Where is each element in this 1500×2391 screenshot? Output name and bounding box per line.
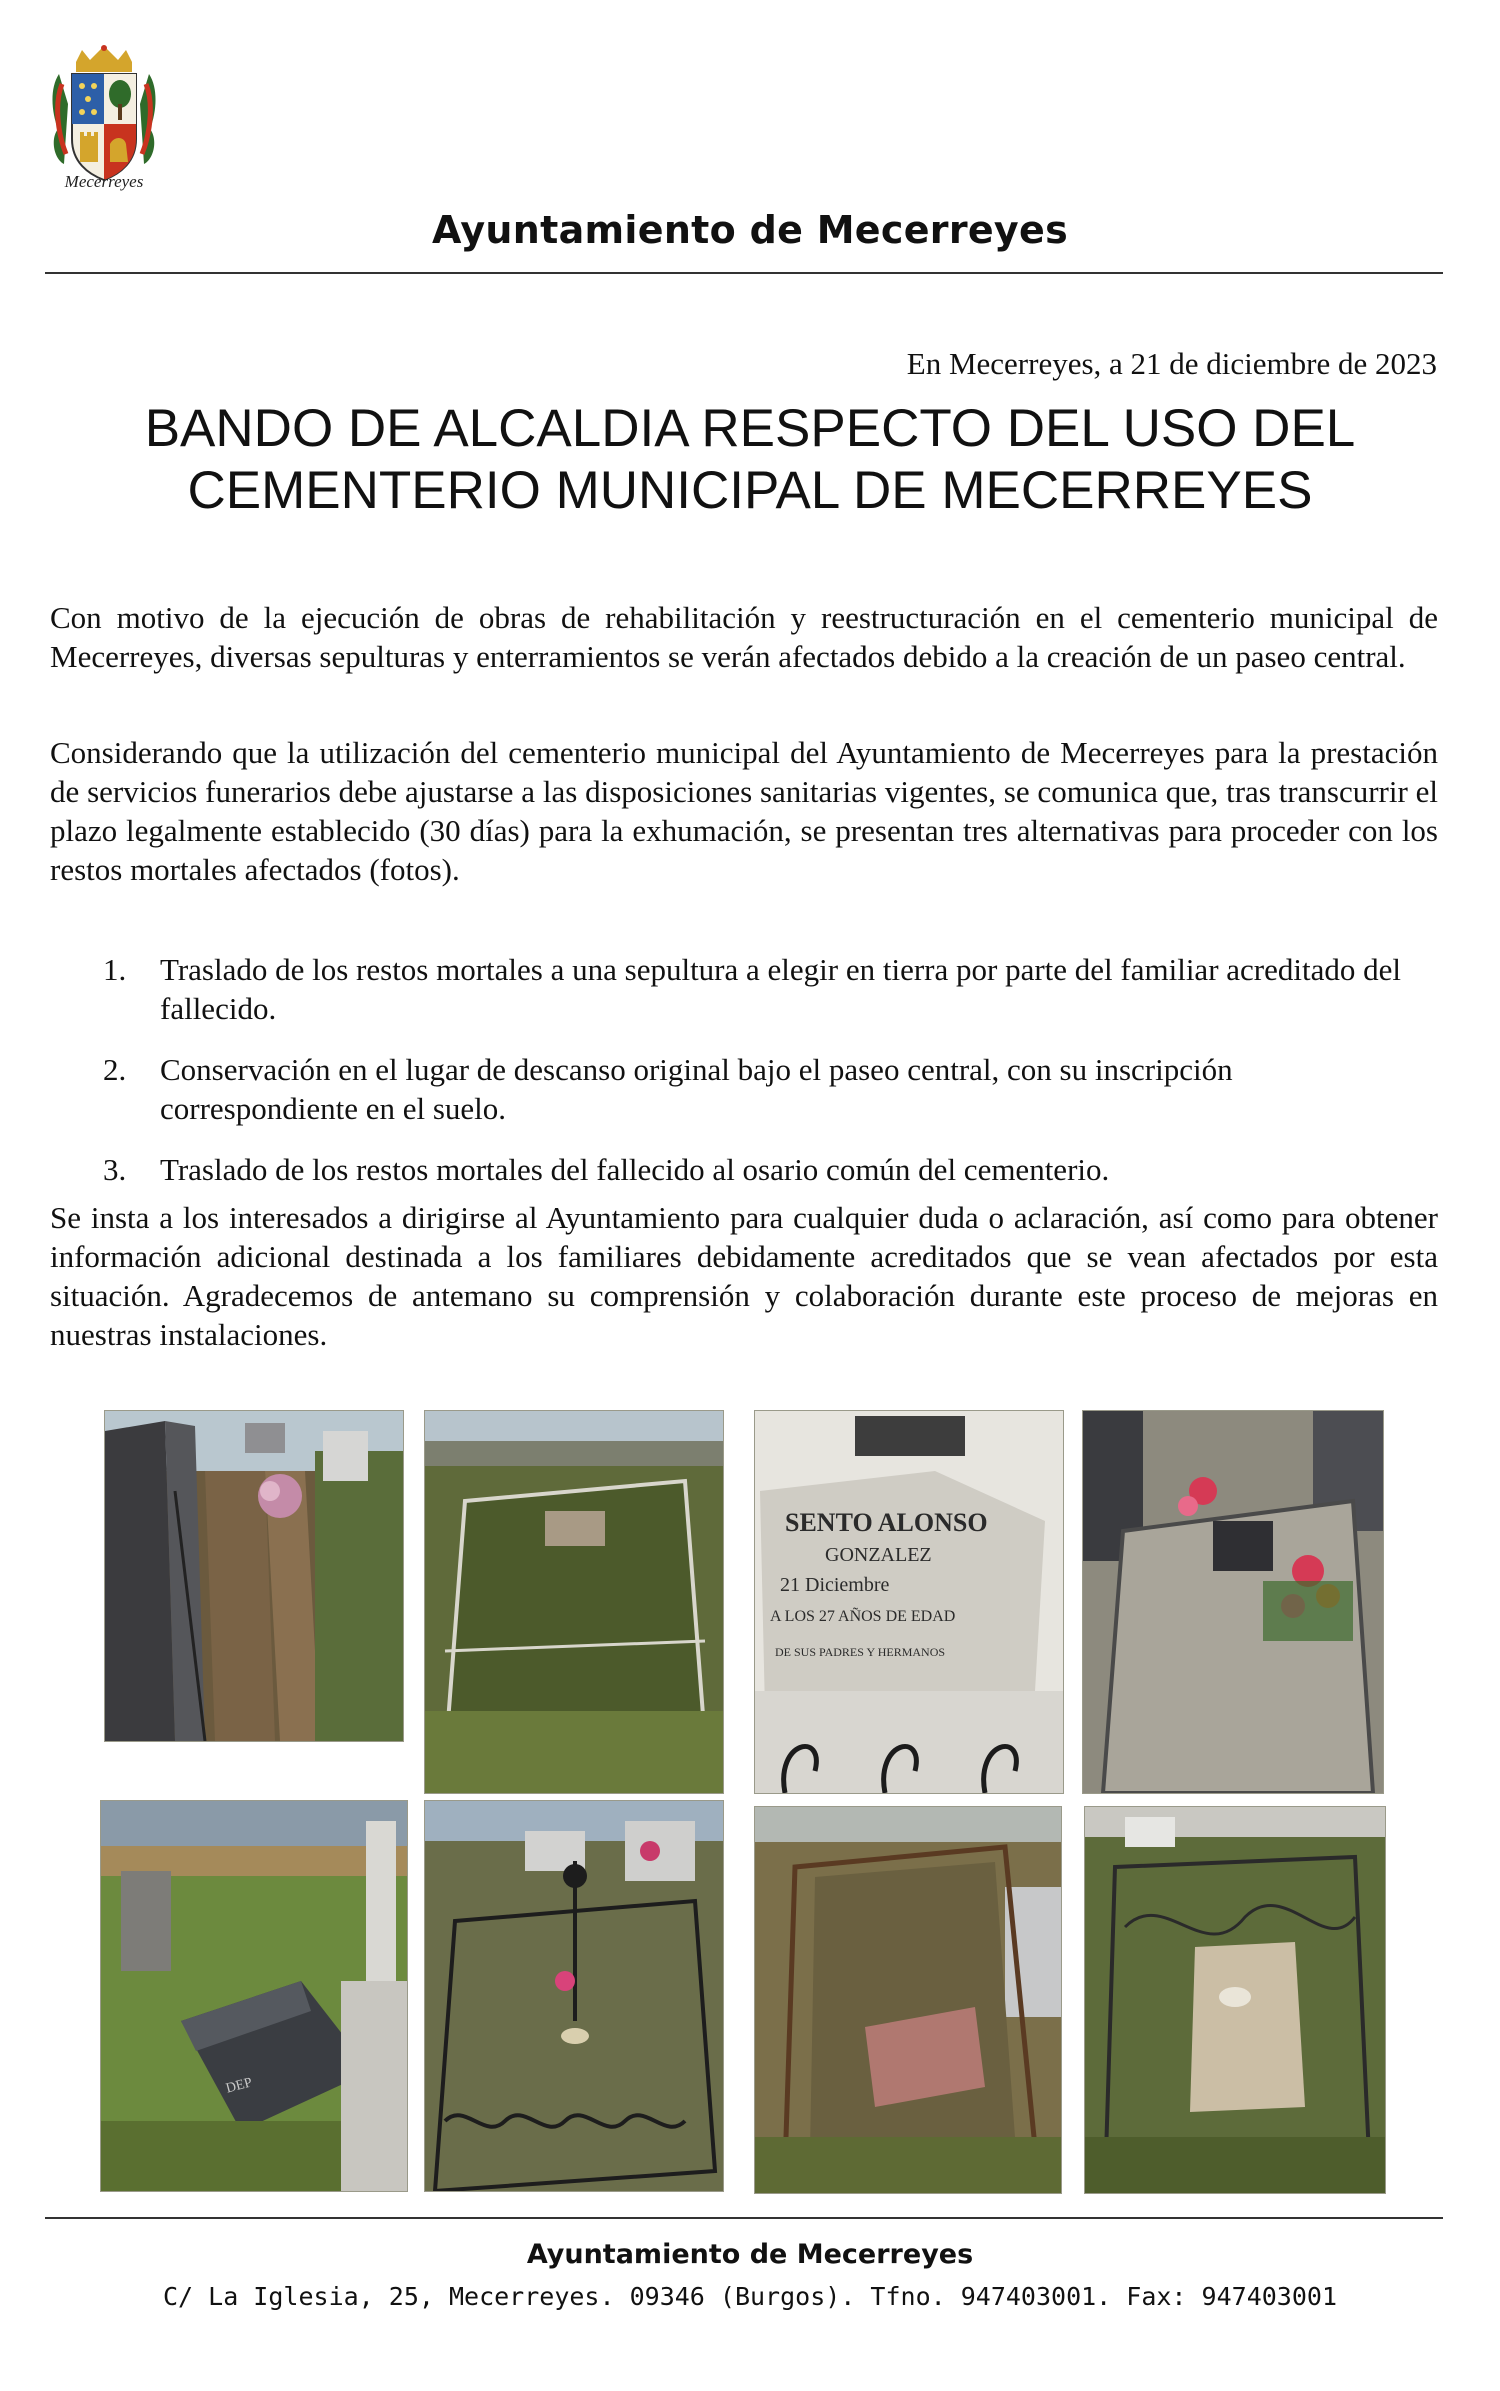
grave-photo-2	[424, 1410, 724, 1794]
grave-photo-8	[1084, 1806, 1386, 2194]
list-item-text: Conservación en el lugar de descanso original bajo el paseo central, con su inscripción correspondiente en el suelo.	[160, 1052, 1233, 1126]
document-date: En Mecerreyes, a 21 de diciembre de 2023	[906, 346, 1437, 381]
footer-address: C/ La Iglesia, 25, Mecerreyes. 09346 (Burgos). Tfno. 947403001. Fax: 947403001	[163, 2282, 1337, 2311]
inscription-line-4: A LOS 27 AÑOS DE EDAD	[770, 1608, 956, 1625]
document-title	[60, 398, 1440, 522]
list-item	[100, 1050, 1438, 1128]
list-item-number: 1.	[103, 952, 127, 987]
logo-caption: Mecerreyes	[64, 172, 144, 191]
header-divider	[45, 272, 1443, 274]
footer-title: Ayuntamiento de Mecerreyes	[526, 2239, 974, 2270]
grave-photo-1	[104, 1410, 404, 1742]
list-item-text: Traslado de los restos mortales a una sepultura a elegir en tierra por parte del familiar acreditado del fallecido.	[160, 952, 1401, 1026]
list-item	[100, 1150, 1438, 1189]
inscription-line-1: SENTO ALONSO	[785, 1508, 988, 1537]
header-title: Ayuntamiento de Mecerreyes	[432, 208, 1068, 252]
title-line-1: BANDO DE ALCALDIA RESPECTO DEL USO DEL	[144, 399, 1356, 458]
inscription-line-3: 21 Diciembre	[780, 1574, 890, 1596]
inscription-line-2: GONZALEZ	[825, 1544, 932, 1566]
inscription-line-5: DE SUS PADRES Y HERMANOS	[775, 1645, 946, 1659]
list-item	[100, 950, 1438, 1028]
list-item-number: 3.	[103, 1152, 127, 1187]
grave-photo-7	[754, 1806, 1062, 2194]
grave-photo-6	[424, 1800, 724, 2192]
footer-divider	[45, 2217, 1443, 2219]
grave-photo-4	[1082, 1410, 1384, 1794]
paragraph-intro: Con motivo de la ejecución de obras de rehabilitación y reestructuración en el cementerio municipal de Mecerreyes, diversas sepulturas y enterramientos se verán afectados debido a la creación de un paseo central.	[50, 600, 1438, 674]
grave-photo-3	[754, 1410, 1064, 1794]
paragraph-considerando: Considerando que la utilización del cementerio municipal del Ayuntamiento de Mecerreyes para la prestación de servicios funerarios debe ajustarse a las disposiciones sanitarias vigentes, se comunica que, tras transcurrir el plazo legalmente establecido (30 días) para la exhumación, se presentan tres alternativas para proceder con los restos mortales afectados (fotos).	[50, 735, 1438, 887]
list-item-text: Traslado de los restos mortales del fallecido al osario común del cementerio.	[160, 1152, 1110, 1187]
paragraph-closing: Se insta a los interesados a dirigirse al Ayuntamiento para cualquier duda o aclaración, así como para obtener información adicional destinada a los familiares debidamente acreditados que se vean afectados por esta situación. Agradecemos de antemano su comprensión y colaboración durante este proceso de mejoras en nuestras instalaciones.	[50, 1200, 1438, 1352]
coat-of-arms-logo	[44, 44, 164, 214]
grave-inscription-dep: DEP	[224, 2075, 254, 2097]
grave-photo-5	[100, 1800, 408, 2192]
title-line-2: CEMENTERIO MUNICIPAL DE MECERREYES	[187, 461, 1313, 520]
alternatives-list	[100, 950, 1438, 1211]
list-item-number: 2.	[103, 1052, 127, 1087]
